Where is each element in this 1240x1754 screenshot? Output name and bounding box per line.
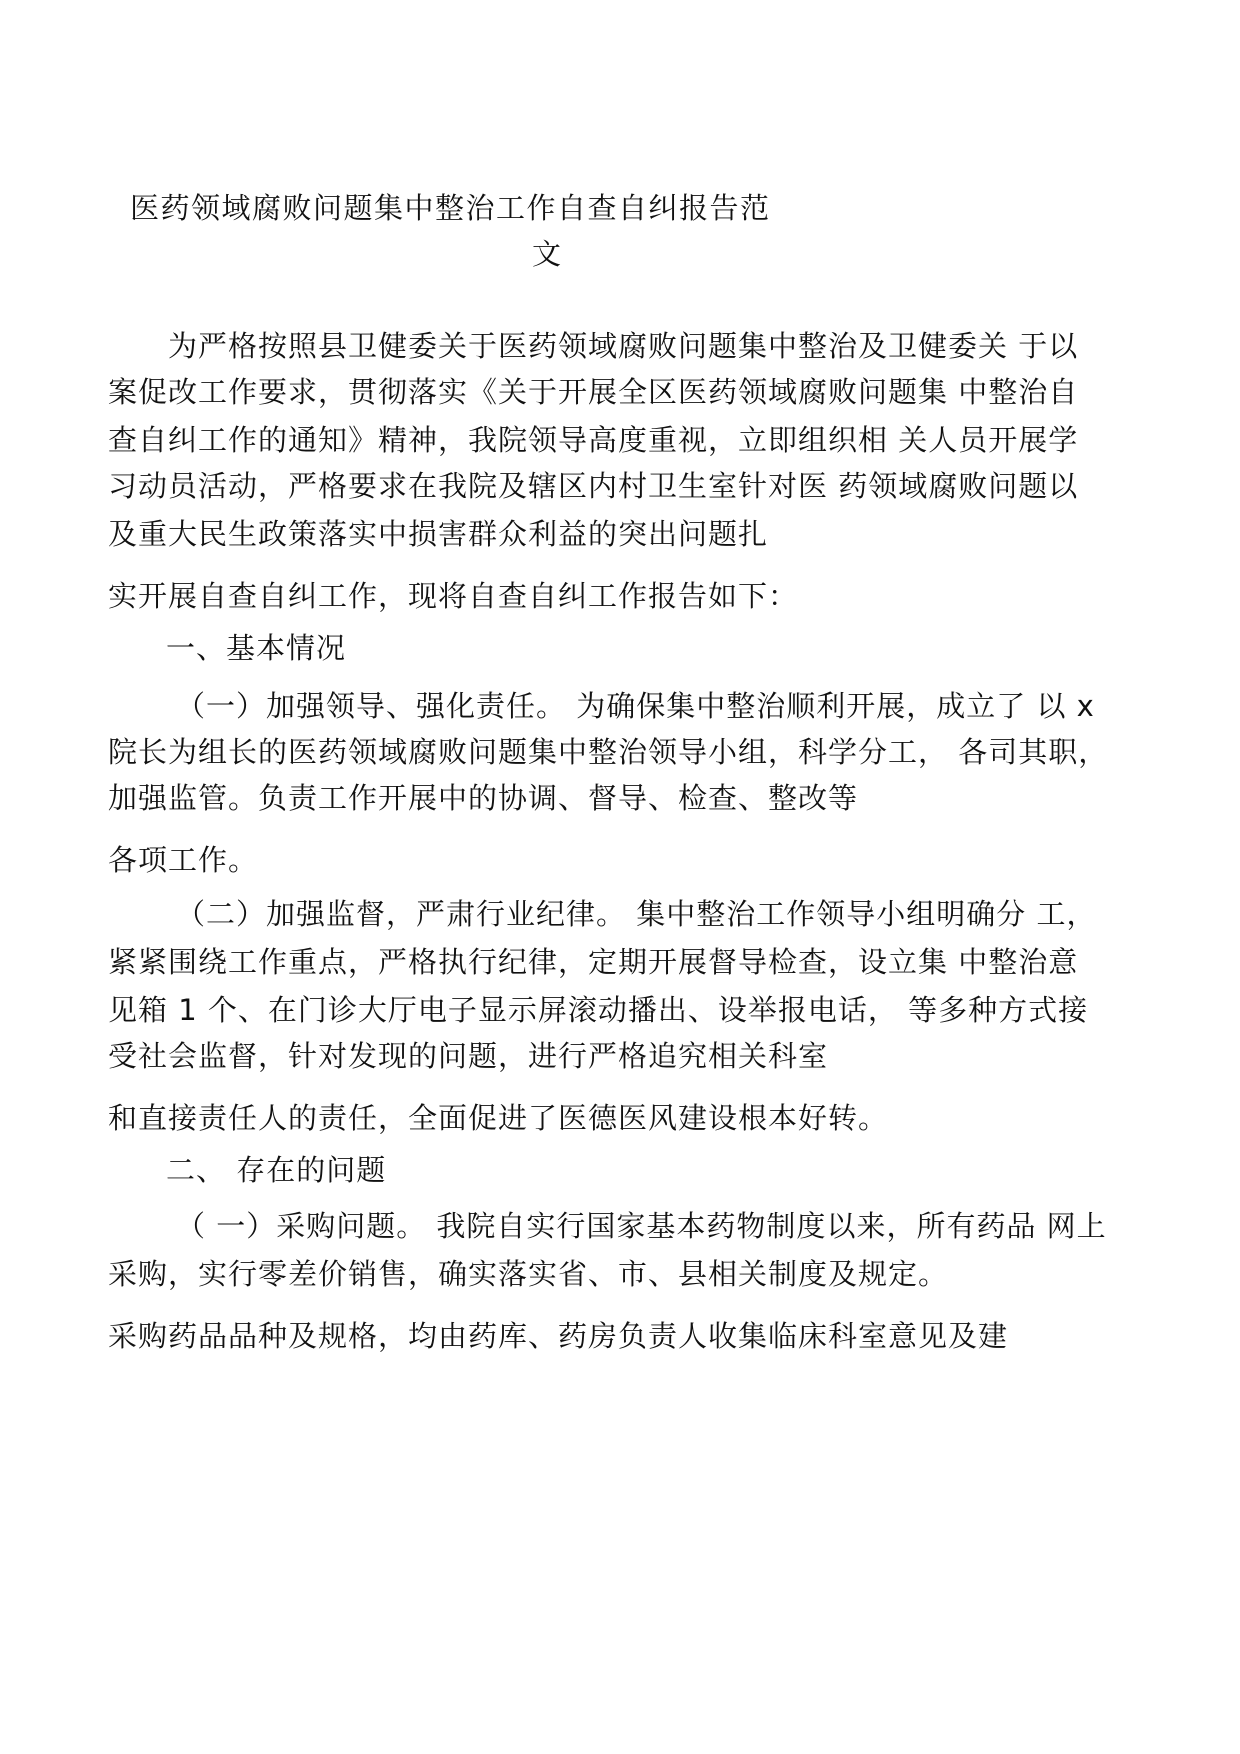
intro-line: 实开展自查自纠工作，现将自查自纠工作报告如下： — [108, 579, 799, 613]
paragraph-line: 和直接责任人的责任，全面促进了医德医风建设根本好转。 — [108, 1101, 889, 1135]
paragraph-line: （一）加强领导、强化责任。 为确保集中整治顺利开展，成立了 以 x — [176, 689, 1095, 723]
paragraph-line: 采购药品品种及规格，均由药库、药房负责人收集临床科室意见及建 — [108, 1319, 1009, 1353]
document-title: 医药领域腐败问题集中整治工作自查自纠报告范 — [130, 191, 771, 225]
intro-line: 查自纠工作的通知》精神，我院领导高度重视，立即组织相 关人员开展学 — [108, 423, 1079, 457]
intro-line: 为严格按照县卫健委关于医药领域腐败问题集中整治及卫健委关 于以 — [168, 329, 1079, 363]
section-heading: 二、 存在的问题 — [166, 1153, 387, 1187]
intro-line: 及重大民生政策落实中损害群众利益的突出问题扎 — [108, 517, 769, 551]
paragraph-line: 紧紧围绕工作重点，严格执行纪律，定期开展督导检查，设立集 中整治意 — [108, 945, 1079, 979]
paragraph-line: （二）加强监督，严肃行业纪律。 集中整治工作领导小组明确分 工， — [176, 897, 1097, 931]
section-heading: 一、基本情况 — [166, 631, 347, 665]
document-title-continued: 文 — [532, 237, 563, 271]
paragraph-line: 院长为组长的医药领域腐败问题集中整治领导小组，科学分工， 各司其职， — [108, 735, 1109, 769]
paragraph-line: 各项工作。 — [108, 843, 259, 877]
paragraph-line: 加强监管。负责工作开展中的协调、督导、检查、整改等 — [108, 781, 859, 815]
intro-line: 案促改工作要求，贯彻落实《关于开展全区医药领域腐败问题集 中整治自 — [108, 375, 1079, 409]
paragraph-line: 采购，实行零差价销售，确实落实省、市、县相关制度及规定。 — [108, 1257, 949, 1291]
paragraph-line: 受社会监督，针对发现的问题，进行严格追究相关科室 — [108, 1039, 829, 1073]
intro-line: 习动员活动，严格要求在我院及辖区内村卫生室针对医 药领域腐败问题以 — [108, 469, 1079, 503]
paragraph-line: 见箱 1 个、在门诊大厅电子显示屏滚动播出、设举报电话， 等多种方式接 — [108, 993, 1089, 1027]
paragraph-line: （ 一）采购问题。 我院自实行国家基本药物制度以来，所有药品 网上 — [176, 1209, 1107, 1243]
